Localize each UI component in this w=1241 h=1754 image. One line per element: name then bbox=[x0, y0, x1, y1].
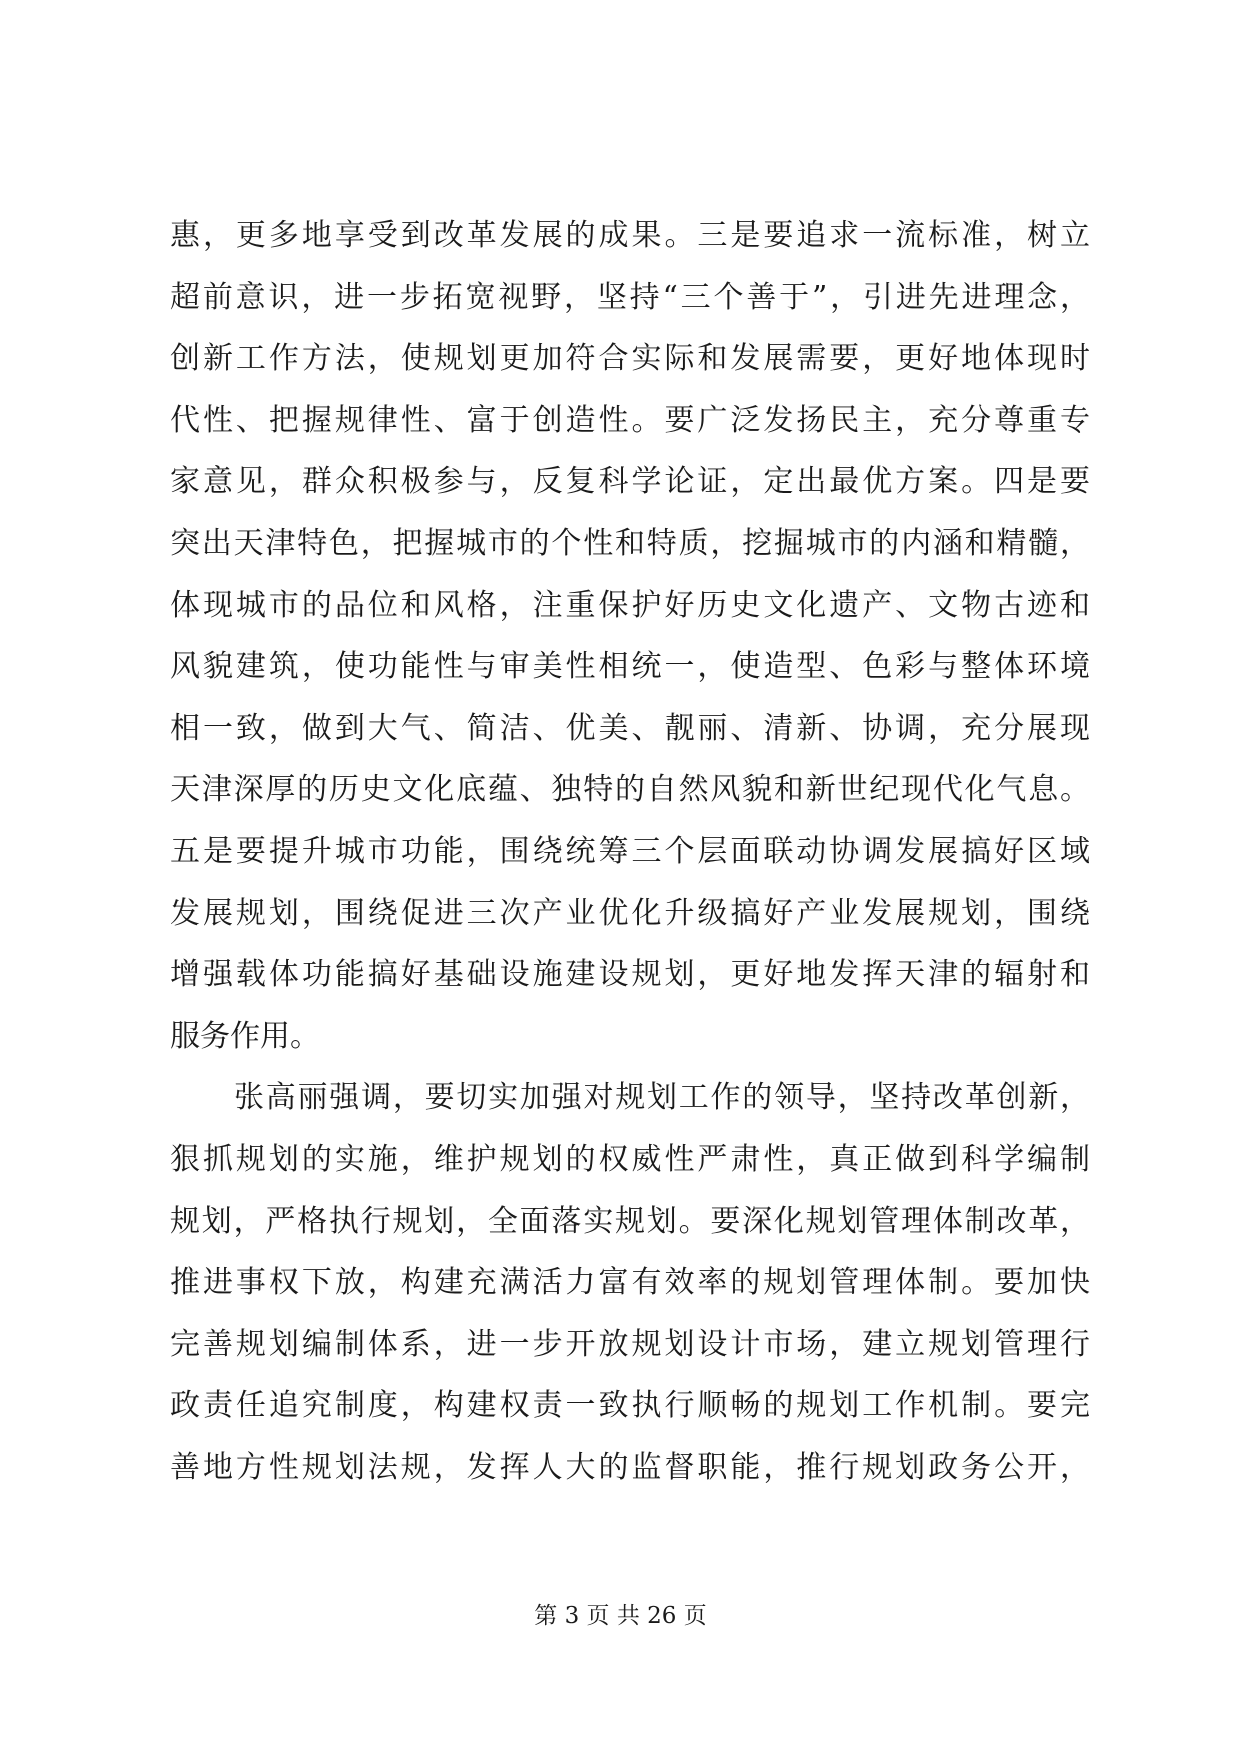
text-line: 突出天津特色，把握城市的个性和特质，挖掘城市的内涵和精髓， bbox=[170, 525, 1090, 561]
text-line: 善地方性规划法规，发挥人大的监督职能，推行规划政务公开， bbox=[170, 1449, 1090, 1485]
text-line: 天津深厚的历史文化底蕴、独特的自然风貌和新世纪现代化气息。 bbox=[170, 772, 1090, 808]
text-line: 超前意识，进一步拓宽视野，坚持“三个善于”，引进先进理念， bbox=[170, 279, 1090, 315]
text-line: 创新工作方法，使规划更加符合实际和发展需要，更好地体现时 bbox=[170, 341, 1090, 377]
text-line: 家意见，群众积极参与，反复科学论证，定出最优方案。四是要 bbox=[170, 464, 1090, 500]
text-line: 政责任追究制度，构建权责一致执行顺畅的规划工作机制。要完 bbox=[170, 1388, 1090, 1424]
text-line: 五是要提升城市功能，围绕统筹三个层面联动协调发展搞好区域 bbox=[170, 833, 1090, 869]
text-line: 推进事权下放，构建充满活力富有效率的规划管理体制。要加快 bbox=[170, 1265, 1090, 1301]
text-line: 相一致，做到大气、简洁、优美、靓丽、清新、协调，充分展现 bbox=[170, 710, 1090, 746]
text-line: 狠抓规划的实施，维护规划的权威性严肃性，真正做到科学编制 bbox=[170, 1141, 1090, 1177]
text-line: 代性、把握规律性、富于创造性。要广泛发扬民主，充分尊重专 bbox=[170, 402, 1090, 438]
text-line: 体现城市的品位和风格，注重保护好历史文化遗产、文物古迹和 bbox=[170, 587, 1090, 623]
text-line: 风貌建筑，使功能性与审美性相统一，使造型、色彩与整体环境 bbox=[170, 649, 1090, 685]
body-text bbox=[170, 205, 1090, 1498]
text-line-paragraph-end: 服务作用。 bbox=[170, 1018, 320, 1054]
text-line: 发展规划，围绕促进三次产业优化升级搞好产业发展规划，围绕 bbox=[170, 895, 1090, 931]
text-line: 增强载体功能搞好基础设施建设规划，更好地发挥天津的辐射和 bbox=[170, 957, 1090, 993]
page-number-footer: 第 3 页 共 26 页 bbox=[534, 1603, 707, 1629]
text-line: 规划，严格执行规划，全面落实规划。要深化规划管理体制改革， bbox=[170, 1203, 1090, 1239]
text-line: 完善规划编制体系，进一步开放规划设计市场，建立规划管理行 bbox=[170, 1326, 1090, 1362]
text-line-paragraph-start: 张高丽强调，要切实加强对规划工作的领导，坚持改革创新， bbox=[234, 1080, 1090, 1116]
text-line: 惠，更多地享受到改革发展的成果。三是要追求一流标准，树立 bbox=[170, 218, 1090, 253]
